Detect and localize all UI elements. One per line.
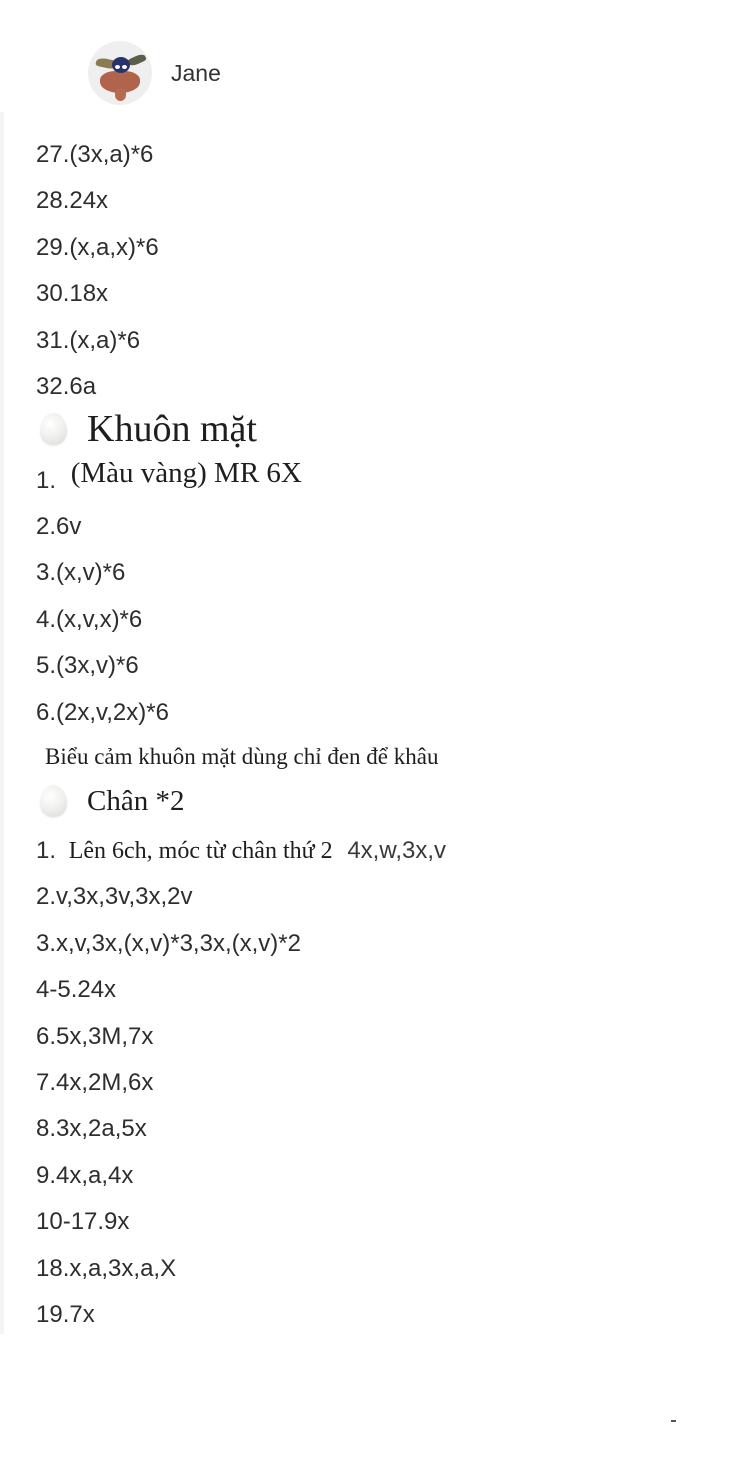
round-text: (Màu vàng) MR 6X [70, 457, 302, 489]
pattern-row: 6.(2x,v,2x)*6 [36, 699, 169, 726]
section-title: Khuôn mặt [87, 408, 257, 450]
pattern-row: 29.(x,a,x)*6 [36, 234, 159, 261]
section-heading-face [40, 408, 257, 450]
pattern-row: 28.24x [36, 187, 109, 214]
avatar-eye [122, 65, 127, 69]
pattern-row: 2.v,3x,3v,3x,2v [36, 883, 193, 910]
pattern-row: 8.3x,2a,5x [36, 1115, 147, 1142]
pattern-row [36, 836, 446, 866]
egg-icon [40, 785, 67, 817]
pattern-row: 18.x,a,3x,a,X [36, 1255, 177, 1282]
round-number: 1. [36, 467, 57, 494]
avatar-eye [115, 65, 120, 69]
pattern-row: 3.(x,v)*6 [36, 559, 126, 586]
avatar-stem [115, 89, 126, 101]
section-title: Chân *2 [87, 785, 185, 817]
pattern-row: 32.6a [36, 373, 97, 400]
section-heading-legs [40, 784, 184, 818]
round-text: Lên 6ch, móc từ chân thứ 2 [68, 838, 333, 864]
pattern-row: 4-5.24x [36, 976, 117, 1003]
pattern-row: 5.(3x,v)*6 [36, 652, 139, 679]
pattern-row: 2.6v [36, 513, 82, 540]
username[interactable]: Jane [171, 59, 221, 86]
pattern-row: 19.7x [36, 1301, 95, 1328]
pattern-row [36, 457, 302, 494]
avatar[interactable] [88, 41, 152, 105]
post-header [88, 42, 221, 104]
stray-mark [671, 1420, 676, 1422]
round-stitches: 4x,w,3x,v [347, 837, 447, 864]
left-edge-divider [0, 112, 4, 1334]
pattern-row: 27.(3x,a)*6 [36, 141, 154, 168]
pattern-row: 6.5x,3M,7x [36, 1023, 154, 1050]
pattern-row: 3.x,v,3x,(x,v)*3,3x,(x,v)*2 [36, 930, 301, 957]
pattern-row: 9.4x,a,4x [36, 1162, 134, 1189]
pattern-row: 10-17.9x [36, 1208, 130, 1235]
avatar-horn-right [127, 53, 147, 68]
pattern-row: 30.18x [36, 280, 109, 307]
pattern-row: 7.4x,2M,6x [36, 1069, 154, 1096]
round-number: 1. [36, 837, 57, 864]
egg-icon [40, 413, 67, 445]
face-note: Biểu cảm khuôn mặt dùng chỉ đen để khâu [45, 744, 439, 769]
pattern-row: 31.(x,a)*6 [36, 327, 141, 354]
pattern-row: 4.(x,v,x)*6 [36, 606, 143, 633]
